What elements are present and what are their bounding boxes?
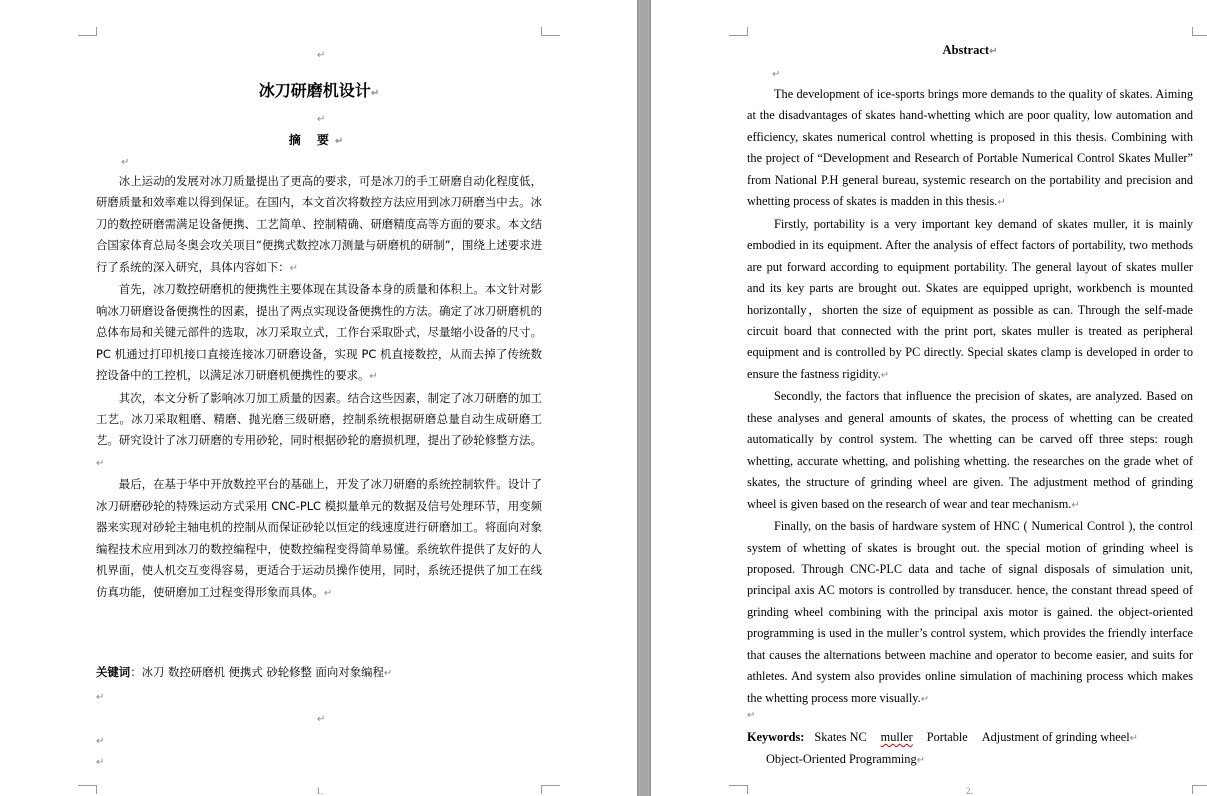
paragraph-mark bbox=[96, 690, 104, 703]
paragraph-mark bbox=[747, 708, 755, 721]
abstract-paragraph: Firstly, portability is a very important key demand of skates muller, it is mainly embodied in its equipment. After the analysis of effect factors of portability, two methods are put forward according to equipment portability. The general layout of skates muller and its key parts are brought out. Skates are equipped upright, workbench is mounted horizontally，shorten the size of equipment as possible as can. Through the self-made circuit board that connected with the print port, skates muller is treated as peripheral equipment and is controlled by PC directly. Special skates clamp is developed in order to ensure the fastness rigidity. ↵ bbox=[747, 214, 1193, 387]
crop-mark-top-left bbox=[78, 27, 97, 36]
crop-mark-top-left bbox=[729, 27, 748, 36]
crop-mark-top-right bbox=[541, 27, 560, 36]
crop-mark-bottom-right bbox=[1192, 785, 1207, 794]
abstract-body-cn bbox=[96, 171, 542, 604]
paragraph-mark bbox=[121, 155, 129, 168]
paragraph-mark bbox=[772, 67, 780, 80]
document-page-2 bbox=[651, 0, 1207, 796]
crop-mark-bottom-left bbox=[729, 785, 748, 794]
paragraph-mark bbox=[96, 734, 104, 747]
page-gap bbox=[637, 0, 651, 796]
paragraph-mark bbox=[317, 48, 325, 61]
abstract-paragraph: The development of ice-sports brings more demands to the quality of skates. Aiming at the disadvantages of skates hand-whetting which are poor quality, low automation and efficiency, skates numerical control whetting is proposed in this thesis. Combining with the project of “Development and Research of Portable Numerical Control Skates Muller” from National P.H general bureau, systemic research on the portability and precision and whetting process of skates is madden in this thesis. ↵ bbox=[747, 84, 1193, 214]
abstract-paragraph: Secondly, the factors that influence the precision of skates, are analyzed. Based on these analyses and general amounts of skates, the process of whetting can be created automatically by control system. The whetting can be carved off three steps: rough whetting, accurate whetting, and polishing whetting. the researches on the grade whet of skates, the structure of grinding wheel are given. The adjustment method of grinding wheel is given based on the research of wear and tear mechanism. ↵ bbox=[747, 386, 1193, 516]
abstract-heading-cn: 摘 要 ↵ bbox=[96, 131, 542, 148]
crop-mark-top-right bbox=[1192, 27, 1207, 36]
keywords-en: Keywords: Skates NC muller Portable Adjustment of grinding wheel ↵ Object-Oriented Programming ↵ bbox=[747, 727, 1193, 772]
crop-mark-bottom-right bbox=[541, 785, 560, 794]
abstract-body-en bbox=[747, 84, 1193, 710]
paragraph-mark bbox=[317, 112, 325, 125]
paragraph-mark bbox=[96, 755, 104, 768]
keywords-cn: 关键词：冰刀 数控研磨机 便携式 砂轮修整 面向对象编程 ↵ bbox=[96, 664, 542, 680]
abstract-paragraph: Finally, on the basis of hardware system of HNC ( Numerical Control ), the control system of whetting of skates is brought out. the special motion of grinding wheel is proposed. Through CNC-PLC data and tache of signal disposals of simulation unit, principal axis AC motors is controlled by transducer. hence, the constant thread speed of grinding wheel combining with the principal axis motor is gained. the object-oriented programming is used in the muller’s control system, which provides the friendly interface that causes the alternations between machine and operator to become easier, and suits for athletes. And system also provides online simulation of machining process which makes the whetting process more visually. ↵ bbox=[747, 516, 1193, 710]
abstract-paragraph: 最后，在基于华中开放数控平台的基础上，开发了冰刀研磨的系统控制软件。设计了冰刀研磨砂轮的特殊运动方式采用 CNC-PLC 模拟量单元的数据及信号处理环节，用变频器来实现对砂轮主轴电机的控制从而保证砂轮以恒定的线速度进行研磨加工。将面向对象编程技术应用到冰刀的数控编程中，使数控编程变得简单易懂。系统软件提供了友好的人机界面，使人机交互变得容易，更适合于运动员操作使用，同时，系统还提供了加工在线仿真功能，使研磨加工过程变得形象而具体。 ↵ bbox=[96, 474, 542, 604]
paragraph-mark bbox=[317, 712, 325, 725]
abstract-heading-en: Abstract ↵ bbox=[747, 43, 1193, 58]
page-number: 1. bbox=[316, 786, 323, 796]
document-title: 冰刀研磨机设计 ↵ bbox=[96, 78, 542, 101]
abstract-paragraph: 首先，冰刀数控研磨机的便携性主要体现在其设备本身的质量和体积上。本文针对影响冰刀研磨设备便携性的因素，提出了两点实现设备便携性的方法。确定了冰刀研磨机的总体布局和关键元部件的选取，冰刀采取立式，工作台采取卧式，尽量缩小设备的尺寸。PC 机通过打印机接口直接连接冰刀研磨设备，实现 PC 机直接数控，从而去掉了传统数控设备中的工控机，以满足冰刀研磨机便携性的要求。 ↵ bbox=[96, 279, 542, 387]
crop-mark-bottom-left bbox=[78, 785, 97, 794]
abstract-paragraph: 其次，本文分析了影响冰刀加工质量的因素。结合这些因素，制定了冰刀研磨的加工工艺。冰刀采取粗磨、精磨、抛光磨三级研磨，控制系统根据研磨总量自动生成研磨工艺。研究设计了冰刀研磨的专用砂轮，同时根据砂轮的磨损机理，提出了砂轮修整方法。 ↵ bbox=[96, 388, 542, 475]
page-number: 2. bbox=[966, 786, 973, 796]
abstract-paragraph: 冰上运动的发展对冰刀质量提出了更高的要求，可是冰刀的手工研磨自动化程度低，研磨质量和效率难以得到保证。在国内，本文首次将数控方法应用到冰刀研磨当中去。冰刀的数控研磨需满足设备便携、工艺简单、控制精确、研磨精度高等方面的要求。本文结合国家体育总局冬奥会攻关项目“便携式数控冰刀测量与研磨机的研制”，围绕上述要求进行了系统的深入研究，具体内容如下： ↵ bbox=[96, 171, 542, 279]
